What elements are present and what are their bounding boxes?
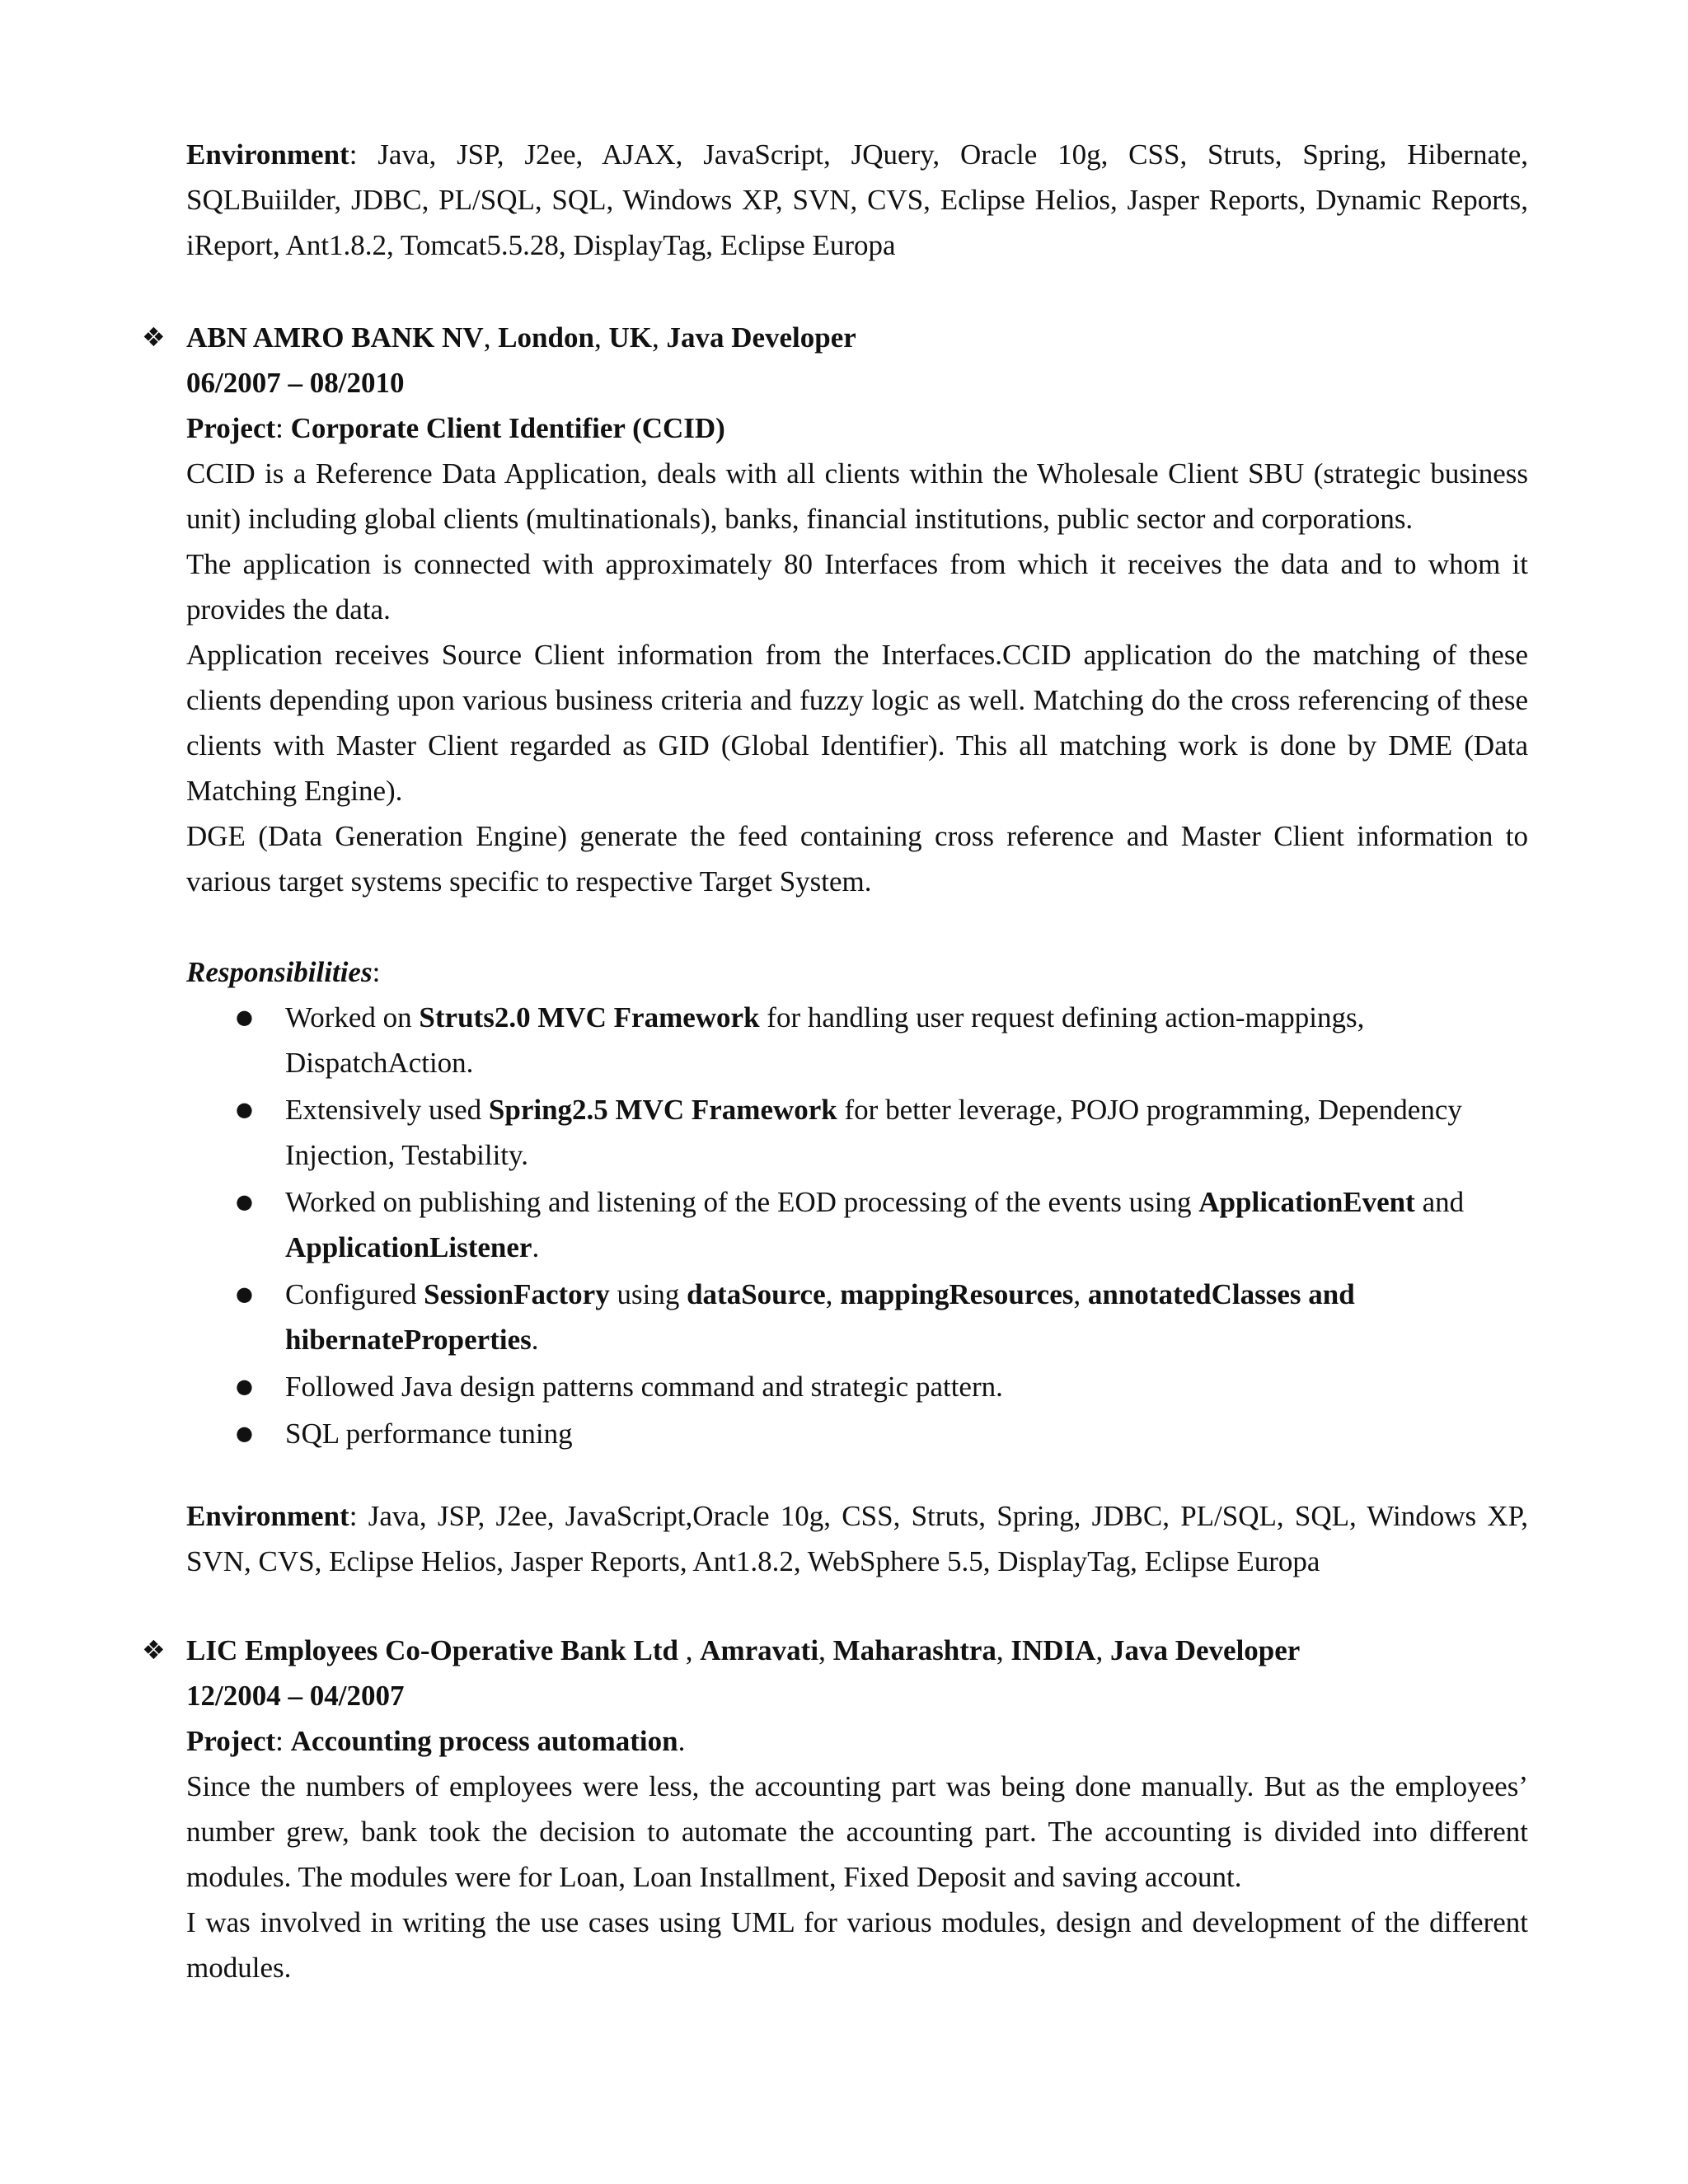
description-paragraph: The application is connected with approximately 80 Interfaces from which it receives the data and to whom it provides the data. xyxy=(186,548,1528,626)
job-role: Java Developer xyxy=(666,321,856,354)
job-heading-lic xyxy=(186,1628,1528,1764)
job-title-line: ABN AMRO BANK NV, London, UK, Java Developer xyxy=(186,321,856,354)
project-name: Accounting process automation xyxy=(290,1725,678,1757)
job-title-line: LIC Employees Co-Operative Bank Ltd , Amravati, Maharashtra, INDIA, Java Developer xyxy=(186,1634,1301,1666)
company-name: ABN AMRO BANK NV xyxy=(186,321,484,354)
responsibilities-heading: Responsibilities: xyxy=(186,956,381,988)
environment-section-1 xyxy=(186,132,1528,268)
project-line: Project: Corporate Client Identifier (CCID) xyxy=(186,412,725,444)
project-label: Project xyxy=(186,1725,276,1757)
bullet-icon: ● xyxy=(236,1190,253,1213)
project-line: Project: Accounting process automation. xyxy=(186,1725,686,1757)
description-paragraph: Since the numbers of employees were less, the accounting part was being done manually. But as the employees’ number grew, bank took the decision to automate the accounting part. The accounting is divided into different modules. The modules were for Loan, Loan Installment, Fixed Deposit and saving account. xyxy=(186,1770,1528,1893)
list-item: ● Worked on Struts2.0 MVC Framework for handling user request defining action-mappings, DispatchAction. xyxy=(186,995,1472,1085)
job-dates: 12/2004 – 04/2007 xyxy=(186,1680,405,1712)
list-item: ● Configured SessionFactory using dataSource, mappingResources, annotatedClasses and hibernateProperties. xyxy=(186,1272,1472,1362)
description-paragraph: CCID is a Reference Data Application, deals with all clients within the Wholesale Client SBU (strategic business unit) including global clients (multinationals), banks, financial institutions, public sector and corporations. xyxy=(186,457,1528,535)
environment-section-2 xyxy=(186,1493,1528,1584)
diamond-bullet-icon: ❖ xyxy=(142,321,166,353)
project-name: Corporate Client Identifier (CCID) xyxy=(290,412,725,444)
job-heading-abn xyxy=(186,315,1528,451)
responsibilities-label: Responsibilities xyxy=(186,956,373,988)
job-state: Maharashtra xyxy=(832,1634,996,1666)
environment-list: : Java, JSP, J2ee, JavaScript,Oracle 10g, CSS, Struts, Spring, JDBC, PL/SQL, SQL, Windows XP, SVN, CVS, Eclipse Helios, Jasper Reports, Ant1.8.2, WebSphere 5.5, DisplayTag, Eclipse Europa xyxy=(186,1500,1528,1577)
bullet-icon: ● xyxy=(236,1098,253,1121)
responsibilities-list xyxy=(186,995,1472,1458)
job-role: Java Developer xyxy=(1109,1634,1301,1666)
diamond-bullet-icon: ❖ xyxy=(142,1634,166,1666)
list-item: ● Worked on publishing and listening of the EOD processing of the events using ApplicationEvent and ApplicationListener. xyxy=(186,1179,1472,1270)
job-country: INDIA xyxy=(1010,1634,1096,1666)
environment-label: Environment xyxy=(186,1500,349,1532)
project-description-lic xyxy=(186,1764,1528,1990)
list-item: ● Followed Java design patterns command and strategic pattern. xyxy=(186,1364,1472,1409)
list-item: ● SQL performance tuning xyxy=(186,1411,1472,1456)
job-city: London xyxy=(498,321,594,354)
description-paragraph: I was involved in writing the use cases using UML for various modules, design and development of the different modules. xyxy=(186,1906,1528,1984)
bullet-icon: ● xyxy=(236,1282,253,1305)
environment-list: : Java, JSP, J2ee, AJAX, JavaScript, JQuery, Oracle 10g, CSS, Struts, Spring, Hibernate, SQLBuiilder, JDBC, PL/SQL, SQL, Windows XP, SVN, CVS, Eclipse Helios, Jasper Reports, Dynamic Reports, iReport, Ant1.8.2, Tomcat5.5.28, DisplayTag, Eclipse Europa xyxy=(186,138,1528,261)
list-item: ● Extensively used Spring2.5 MVC Framework for better leverage, POJO programming, Dependency Injection, Testability. xyxy=(186,1087,1472,1178)
company-name: LIC Employees Co-Operative Bank Ltd xyxy=(186,1634,678,1666)
job-city: Amravati xyxy=(700,1634,819,1666)
bullet-icon: ● xyxy=(236,1005,253,1029)
description-paragraph: Application receives Source Client information from the Interfaces.CCID application do the matching of these clients depending upon various business criteria and fuzzy logic as well. Matching do the cross referencing of these clients with Master Client regarded as GID (Global Identifier). This all matching work is done by DME (Data Matching Engine). xyxy=(186,639,1528,807)
bullet-icon: ● xyxy=(236,1375,253,1398)
project-description-abn xyxy=(186,451,1528,904)
job-dates: 06/2007 – 08/2010 xyxy=(186,367,405,399)
environment-label: Environment xyxy=(186,138,349,171)
project-label: Project xyxy=(186,412,276,444)
description-paragraph: DGE (Data Generation Engine) generate the feed containing cross reference and Master Client information to various target systems specific to respective Target System. xyxy=(186,820,1528,898)
job-country: UK xyxy=(608,321,652,354)
bullet-icon: ● xyxy=(236,1422,253,1445)
